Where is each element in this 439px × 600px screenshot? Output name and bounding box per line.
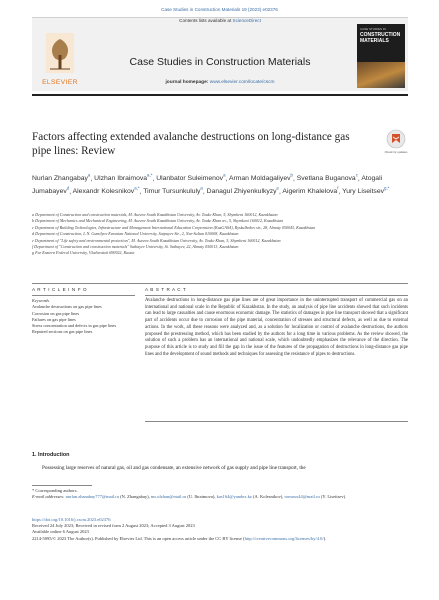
author[interactable] — [143, 188, 203, 195]
cover-image — [357, 62, 405, 88]
abstract-heading: A B S T R A C T — [145, 287, 187, 292]
author-name: Svetlana Buganova — [296, 175, 356, 183]
email-owner: (N. Zhangabay), — [118, 494, 151, 500]
license-suffix: ). — [323, 535, 327, 541]
license-text — [32, 536, 408, 542]
email-link[interactable]: nurlan.zhanabay777@mail.ru — [65, 494, 119, 500]
email-addresses — [32, 494, 408, 500]
author[interactable] — [282, 188, 338, 195]
author-separator: , — [279, 188, 283, 196]
keyword: Corrosion on gas pipe lines — [32, 310, 80, 316]
keyword: Failures on gas pipe lines — [32, 316, 76, 322]
header-rule — [32, 94, 408, 96]
corresponding-note: * Corresponding authors. — [32, 488, 78, 493]
affiliation: f Department of "Construction and construction materials" Satbayev University, St. Satbayev, 22, Almaty 050013, Kazakhstan — [32, 244, 239, 250]
author-name: Timur Tursunkululy — [143, 188, 201, 196]
author-separator: , — [152, 175, 157, 183]
author-name: Aigerim Khalelova — [282, 188, 338, 196]
article-metadata — [32, 517, 408, 542]
affiliation: c Department of Building Technologies, Infrastructure and Management International Education Corporation (KazGASA), Ryskulbekov str., 28, Almaty 050043, Kazakhstan — [32, 224, 316, 230]
available-online: Available online 6 August 2023 — [32, 529, 89, 535]
journal-banner — [32, 17, 408, 91]
email-owner: (U. Ibraimova), — [186, 494, 217, 500]
keyword: Avalanche destructions on gas pipe lines — [32, 304, 102, 310]
affiliations — [32, 212, 408, 257]
footnotes — [32, 488, 408, 501]
author-separator: , — [225, 175, 229, 183]
journal-cover[interactable] — [357, 24, 405, 88]
check-updates-button[interactable] — [384, 128, 408, 158]
email-owner: (A. Kolesnikov), — [251, 494, 285, 500]
author[interactable] — [229, 175, 293, 182]
cover-top-text: CASE STUDIES IN — [360, 27, 386, 31]
contents-line — [32, 18, 408, 23]
homepage-link[interactable]: www.elsevier.com/locate/cscm — [209, 80, 275, 85]
email-link[interactable]: kas164@yandex.kz — [216, 494, 252, 500]
author-affiliation-mark: a — [200, 186, 203, 192]
abstract-end-rule — [145, 421, 408, 422]
check-updates-label: Check for updates — [384, 150, 408, 154]
keyword: Repaired sections on gas pipe lines — [32, 329, 93, 335]
elsevier-wordmark: ELSEVIER — [42, 79, 78, 86]
keywords-heading: Keywords — [32, 298, 50, 303]
affiliation: a Department of Construction and construction materials, M. Auezov South Kazakhstan University, Av. Tauke Khan, 5, Shymkent 160012, Kazakhstan — [32, 212, 278, 217]
author-name: Alexandr Kolesnikov — [72, 188, 135, 196]
author[interactable] — [342, 188, 389, 195]
author[interactable] — [297, 175, 358, 182]
author[interactable] — [94, 175, 152, 182]
author-name: Yury Liseitsev — [342, 188, 385, 196]
info-top-rule — [32, 283, 408, 284]
author-affiliation-mark: a,* — [134, 186, 140, 192]
email-owner: (Y. Liseitsev). — [319, 494, 347, 500]
affiliation: b Department of Mechanics and Mechanical Engineering, M. Auezov South Kazakhstan University, Av. Tauke Khan av., 5, Shymkent 160012, Kazakhstan — [32, 218, 284, 224]
elsevier-logo[interactable] — [38, 30, 82, 88]
journal-title: Case Studies in Construction Materials — [129, 56, 311, 68]
author[interactable] — [73, 188, 140, 195]
journal-homepage — [92, 80, 348, 85]
article-info-heading: A R T I C L E I N F O — [32, 287, 88, 292]
section-heading-introduction: 1. Introduction — [32, 452, 70, 458]
footnote-rule — [32, 485, 92, 486]
author-affiliation-mark: c — [355, 173, 358, 178]
introduction-paragraph: Possessing large reserves of natural gas, oil and gas condensate, an extensive network of gas supply and pipe line transport, the — [42, 465, 306, 471]
affiliation: d Department of Construction, L.N. Gumilyov Eurasian National University, Satpayev Str., 2, Nur-Sultan 010008, Kazakhstan — [32, 231, 239, 237]
affiliation: e Department of "Life safety and environmental protection", M. Auezov South Kazakhstan University, Av. Tauke Khan, 5, Shymkent 160012, Kazakhstan — [32, 237, 281, 243]
email-link[interactable]: romaxx44@mail.ru — [284, 494, 320, 500]
author-separator: , — [202, 188, 207, 196]
author-separator: , — [139, 188, 144, 196]
doi-link[interactable]: https://doi.org/10.1016/j.cscm.2023.e02376 — [32, 517, 111, 522]
email-link[interactable]: ms.ulzhan@mail.ru — [150, 494, 187, 500]
author-name: Ulzhan Ibraimova — [94, 175, 148, 183]
license-prefix: 2214-5095/© 2023 The Author(s). Published by Elsevier Ltd. This is an open access article under the CC BY license ( — [32, 535, 245, 541]
author[interactable] — [207, 188, 279, 195]
author-affiliation-mark: f — [337, 186, 339, 192]
homepage-label: journal homepage: — [165, 80, 209, 85]
author-separator: , — [357, 175, 362, 183]
author-affiliation-mark: a — [87, 173, 91, 178]
author-name: Arman Moldagaliyev — [228, 175, 291, 183]
author[interactable] — [156, 175, 225, 182]
author-affiliation-mark: b — [290, 173, 293, 178]
author-affiliation-mark: e — [276, 186, 279, 192]
author-name: Ulanbator Suleimenov — [156, 175, 224, 183]
cover-title-text: CONSTRUCTION MATERIALS — [360, 32, 401, 44]
author-separator: , — [69, 188, 73, 196]
author-separator: , — [338, 188, 343, 196]
journal-citation: Case Studies in Construction Materials 19 (2023) e02376 — [161, 7, 278, 12]
author-name: Atogali Jumabayev — [32, 175, 383, 196]
contents-prefix: Contents lists available at — [179, 18, 233, 23]
author-list — [32, 171, 408, 197]
article-title: Factors affecting extended avalanche destructions on long-distance gas pipe lines: Review — [32, 131, 350, 157]
author-separator: , — [292, 175, 297, 183]
author-name: Nurlan Zhangabay — [32, 175, 88, 183]
author-affiliation-mark: a,* — [147, 173, 153, 178]
elsevier-tree-icon — [46, 33, 74, 73]
email-label: E-mail addresses: — [32, 494, 65, 500]
received-dates: Received 24 July 2023; Received in revised form 2 August 2023; Accepted 3 August 2023 — [32, 523, 195, 529]
author[interactable] — [32, 175, 90, 182]
keyword: Stress concentration and defects in gas pipe lines — [32, 323, 117, 329]
license-link[interactable]: http://creativecommons.org/licenses/by/4.0/ — [244, 535, 324, 541]
affiliation: g Far Eastern Federal University, Vladivostok 690922, Russia — [32, 250, 135, 256]
author-affiliation-mark: a — [223, 173, 226, 178]
author-affiliation-mark: d — [66, 186, 70, 192]
info-rule — [32, 295, 135, 296]
author-separator: , — [90, 175, 95, 183]
abstract-text: Avalanche destructions in long-distance gas pipe lines are of great importance in the uninterrupted transport of commercial gas on an international and national scale in the Republic of Kazakhstan. In the study, an analysis of pipe line accidents showed that such incidents can lead to large casualties and cause enormous economic damage. The statistics of damages in pipe line transport showed that a significant part of accidents occur due to corrosion of the pipe material, concentration of stresses and structural defects, as well as due to external actions. In the work, all these reasons were analyzed and, as a solution for localization or control of avalanche destructions, the authors proposed the prestressing method, which has been studied by the authors for a long time in various problems. As the review showed, the solution of such a problem has an international and national scale, which undoubtedly emphasizes the relevance of the direction. The purpose of this article is to study and fill the gap in the issue of the features of the propagation of destructions in long-distance gas pipe lines and the development of sound methods and techniques for assessing the resistance of pipes to destructions. — [145, 298, 408, 357]
keywords-block — [32, 298, 135, 336]
author-affiliation-mark: g,* — [384, 186, 390, 192]
author-name: Danagul Zhiyenkulkyzy — [206, 188, 277, 196]
abstract-rule — [145, 295, 408, 296]
keywords-list — [32, 304, 135, 335]
sciencedirect-link[interactable]: ScienceDirect — [232, 18, 261, 23]
